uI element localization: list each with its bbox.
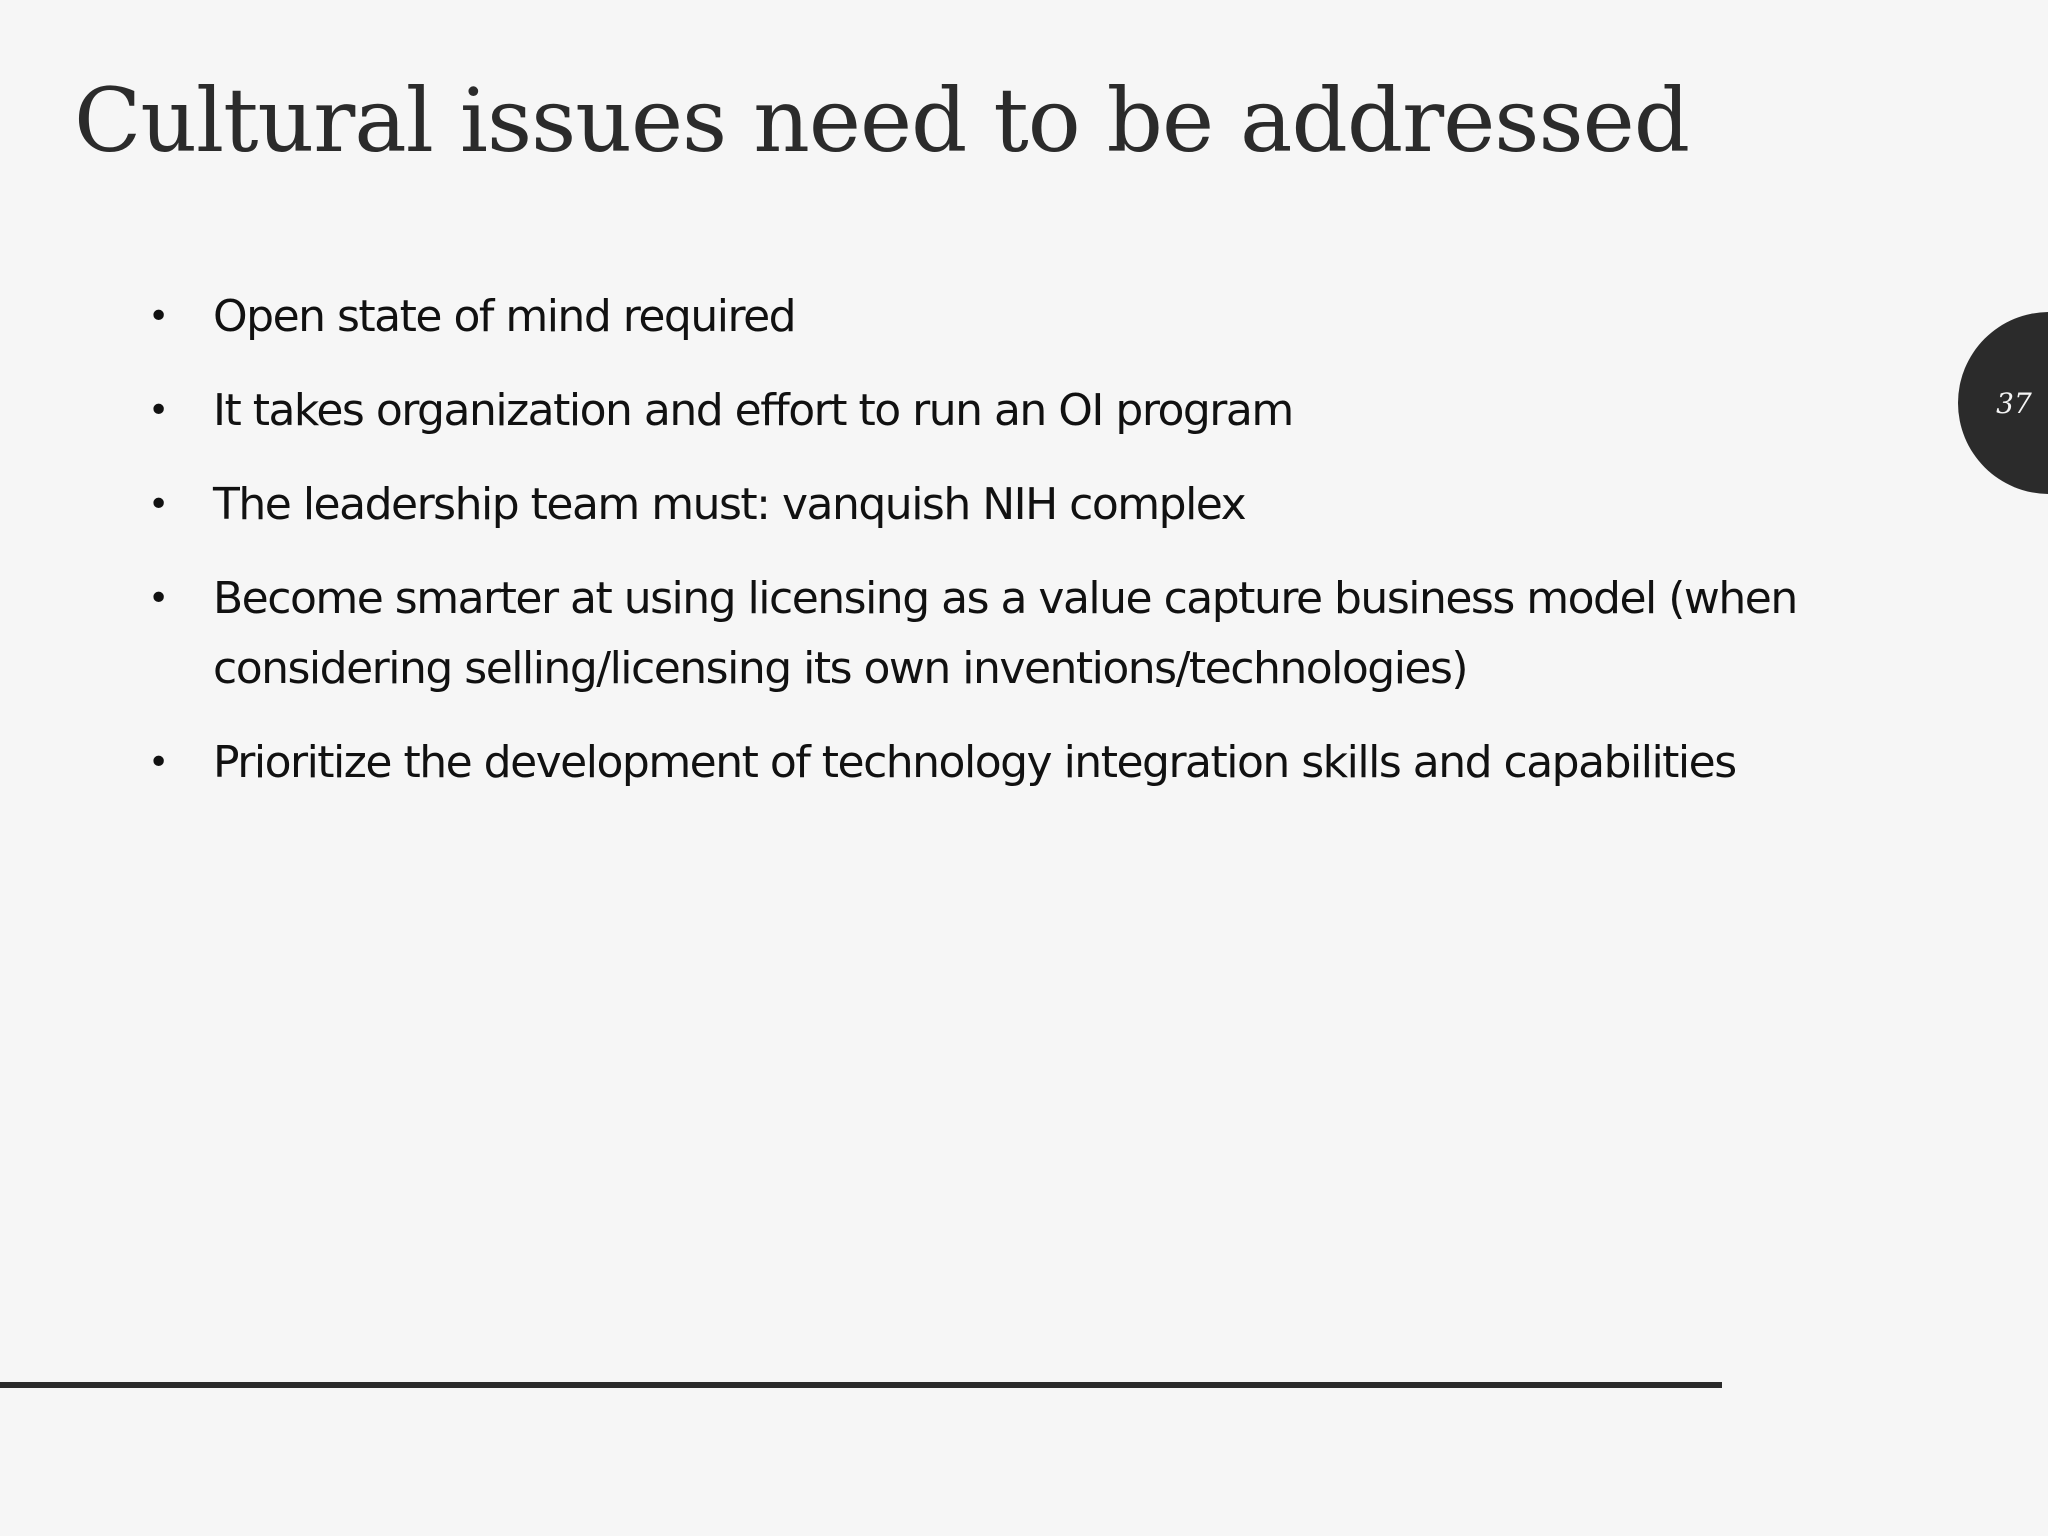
bullet-item: [148, 728, 1888, 798]
bullet-list: [148, 282, 1888, 822]
footer-divider: [0, 1382, 1722, 1388]
slide-title: Cultural issues need to be addressed: [74, 69, 1690, 172]
bullet-dot-icon: •: [148, 742, 168, 783]
bullet-item: [148, 564, 1888, 704]
bullet-text: Prioritize the development of technology integration skills and capabilities: [213, 737, 1736, 788]
bullet-dot-icon: •: [148, 578, 168, 619]
bullet-dot-icon: •: [148, 390, 168, 431]
bullet-dot-icon: •: [148, 484, 168, 525]
bullet-text: Open state of mind required: [213, 291, 796, 342]
bullet-item: [148, 282, 1888, 352]
page-number: 37: [1996, 387, 2032, 420]
bullet-item: [148, 470, 1888, 540]
bullet-item: [148, 376, 1888, 446]
bullet-text: It takes organization and effort to run an OI program: [213, 385, 1293, 436]
bullet-dot-icon: •: [148, 296, 168, 337]
bullet-text: The leadership team must: vanquish NIH complex: [213, 479, 1246, 530]
bullet-text: Become smarter at using licensing as a value capture business model (when considering selling/licensing its own inventions/technologies): [213, 573, 1797, 694]
